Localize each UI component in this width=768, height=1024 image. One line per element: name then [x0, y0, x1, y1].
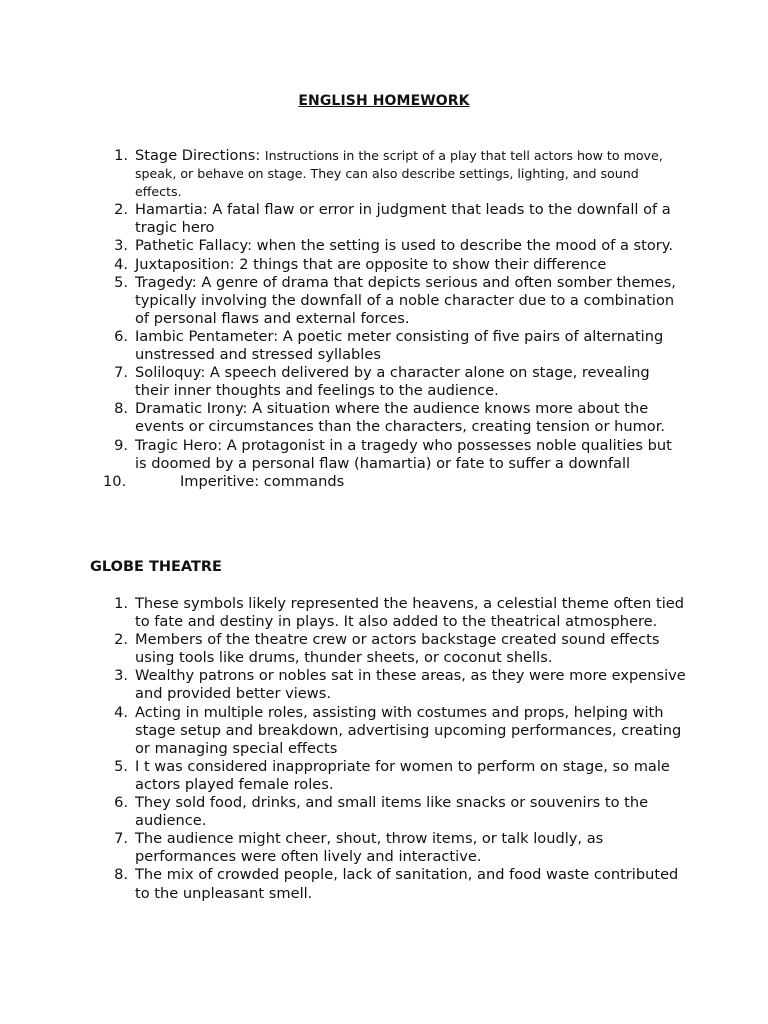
- list-item-text: The mix of crowded people, lack of sanitation, and food waste contributed to the unpleasant smell.: [135, 866, 679, 902]
- list-item-text: These symbols likely represented the heavens, a celestial theme often tied to fate and destiny in plays. It also added to the theatrical atmosphere.: [135, 595, 685, 631]
- list-item: [108, 437, 688, 473]
- list-item-text: I t was considered inappropriate for women to perform on stage, so male actors played female roles.: [135, 757, 670, 793]
- list-item-text: Tragic Hero: A protagonist in a tragedy who possesses noble qualities but is doomed by a personal flaw (hamartia) or fate to suffer a downfall: [135, 436, 672, 472]
- list-item-text: They sold food, drinks, and small items like snacks or souvenirs to the audience.: [135, 794, 649, 830]
- list-item-text: Tragedy: A genre of drama that depicts serious and often somber themes, typically involving the downfall of a noble character due to a combination of personal flaws and external forces.: [135, 273, 676, 327]
- list-item: [108, 328, 688, 364]
- list-number: 8.: [114, 866, 128, 884]
- list-item-text: Pathetic Fallacy: when the setting is used to describe the mood of a story.: [135, 237, 673, 255]
- list-item: [108, 274, 688, 328]
- list-item-text: Juxtaposition: 2 things that are opposite to show their difference: [135, 255, 607, 273]
- list-number: 8.: [114, 400, 128, 418]
- list-item: [108, 758, 688, 794]
- list-number: 10.: [103, 472, 127, 490]
- list-number: 4.: [114, 255, 128, 273]
- list-item-text: Soliloquy: A speech delivered by a character alone on stage, revealing their inner thoughts and feelings to the audience.: [135, 364, 650, 400]
- list-number: 7.: [114, 364, 128, 382]
- section-heading: GLOBE THEATRE: [90, 559, 222, 575]
- list-item: [108, 201, 688, 237]
- list-item: [108, 237, 688, 255]
- list-item: [108, 400, 688, 436]
- page-title: ENGLISH HOMEWORK: [298, 93, 470, 109]
- list-item-text: Wealthy patrons or nobles sat in these areas, as they were more expensive and provided better views.: [135, 667, 686, 703]
- list-item: [108, 595, 688, 631]
- list-number: 2.: [114, 631, 128, 649]
- list-number: 5.: [114, 273, 128, 291]
- list-number: 6.: [114, 327, 128, 345]
- definition-term: Stage Directions:: [135, 147, 261, 164]
- list-item-text: The audience might cheer, shout, throw items, or talk loudly, as performances were often lively and interactive.: [135, 830, 604, 866]
- list-number: 9.: [114, 436, 128, 454]
- list-number: 1.: [114, 147, 128, 164]
- list-item-text: Iambic Pentameter: A poetic meter consisting of five pairs of alternating unstressed and stressed syllables: [135, 327, 664, 364]
- list-item-text: Members of the theatre crew or actors backstage created sound effects using tools like drums, thunder sheets, or coconut shells.: [135, 631, 660, 667]
- list-number: 5.: [114, 757, 128, 775]
- list-item: [108, 830, 688, 866]
- list-number: 3.: [114, 237, 128, 255]
- list-number: 1.: [114, 595, 128, 612]
- list-item: [108, 704, 688, 758]
- list-number: 7.: [114, 830, 128, 848]
- list-item: [108, 631, 688, 667]
- definitions-list: [103, 147, 688, 491]
- globe-theatre-list: [108, 595, 688, 903]
- list-number: 4.: [114, 703, 128, 721]
- list-number: 6.: [114, 794, 128, 812]
- list-item: [108, 866, 688, 902]
- list-item: [108, 147, 688, 201]
- list-number: 3.: [114, 667, 128, 685]
- list-item: [103, 472, 688, 491]
- list-item: [108, 667, 688, 703]
- list-number: 2.: [114, 201, 128, 219]
- list-item: [108, 256, 688, 274]
- list-item-text: Dramatic Irony: A situation where the audience knows more about the events or circumstances than the characters, creating tension or humor.: [135, 400, 666, 436]
- definition-text: Instructions in the script of a play that tell actors how to move, speak, or behave on stage. They can also describe settings, lighting, and sound effects.: [135, 148, 663, 200]
- list-item-text: Imperitive: commands: [180, 472, 345, 490]
- list-item-text: Hamartia: A fatal flaw or error in judgment that leads to the downfall of a tragic hero: [135, 201, 671, 237]
- list-item: [108, 364, 688, 400]
- list-item: [108, 794, 688, 830]
- list-item-text: Acting in multiple roles, assisting with costumes and props, helping with stage setup and breakdown, advertising upcoming performances, creating or managing special effects: [135, 703, 682, 757]
